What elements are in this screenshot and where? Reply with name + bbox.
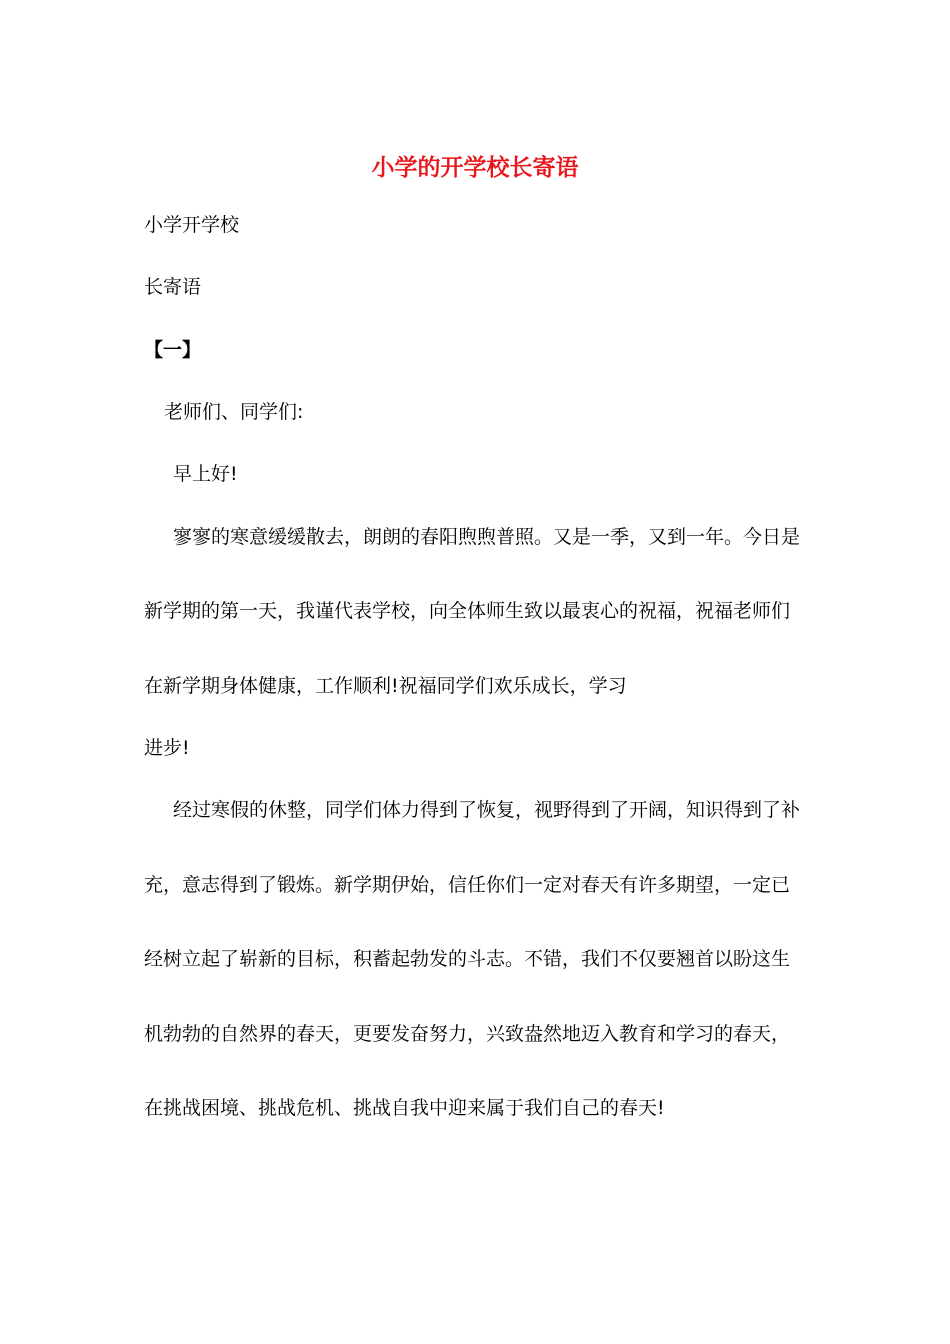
paragraph-2-line: 机勃勃的自然界的春天，更要发奋努力，兴致盎然地迈入教育和学习的春天，: [144, 1023, 791, 1045]
morning-greeting: 早上好!: [173, 463, 238, 485]
paragraph-1-line: 寥寥的寒意缓缓散去，朗朗的春阳煦煦普照。又是一季，又到一年。今日是: [173, 526, 801, 548]
greeting: 老师们、同学们:: [164, 401, 304, 423]
subtitle-line-2: 长寄语: [144, 276, 202, 298]
paragraph-1-line: 新学期的第一天，我谨代表学校，向全体师生致以最衷心的祝福，祝福老师们: [144, 600, 791, 622]
paragraph-1-line: 进步!: [144, 737, 190, 759]
section-marker: 【一】: [144, 339, 202, 361]
paragraph-2-line: 在挑战困境、挑战危机、挑战自我中迎来属于我们自己的春天!: [144, 1097, 665, 1119]
paragraph-2-line: 充，意志得到了锻炼。新学期伊始，信任你们一定对春天有许多期望，一定已: [144, 874, 791, 896]
paragraph-2-line: 经过寒假的休整，同学们体力得到了恢复，视野得到了开阔，知识得到了补: [173, 799, 801, 821]
paragraph-1-line: 在新学期身体健康，工作顺利!祝福同学们欢乐成长，学习: [144, 675, 627, 697]
subtitle-line-1: 小学开学校: [144, 214, 240, 236]
document-title: 小学的开学校长寄语: [371, 154, 579, 181]
paragraph-2-line: 经树立起了崭新的目标，积蓄起勃发的斗志。不错，我们不仅要翘首以盼这生: [144, 948, 791, 970]
